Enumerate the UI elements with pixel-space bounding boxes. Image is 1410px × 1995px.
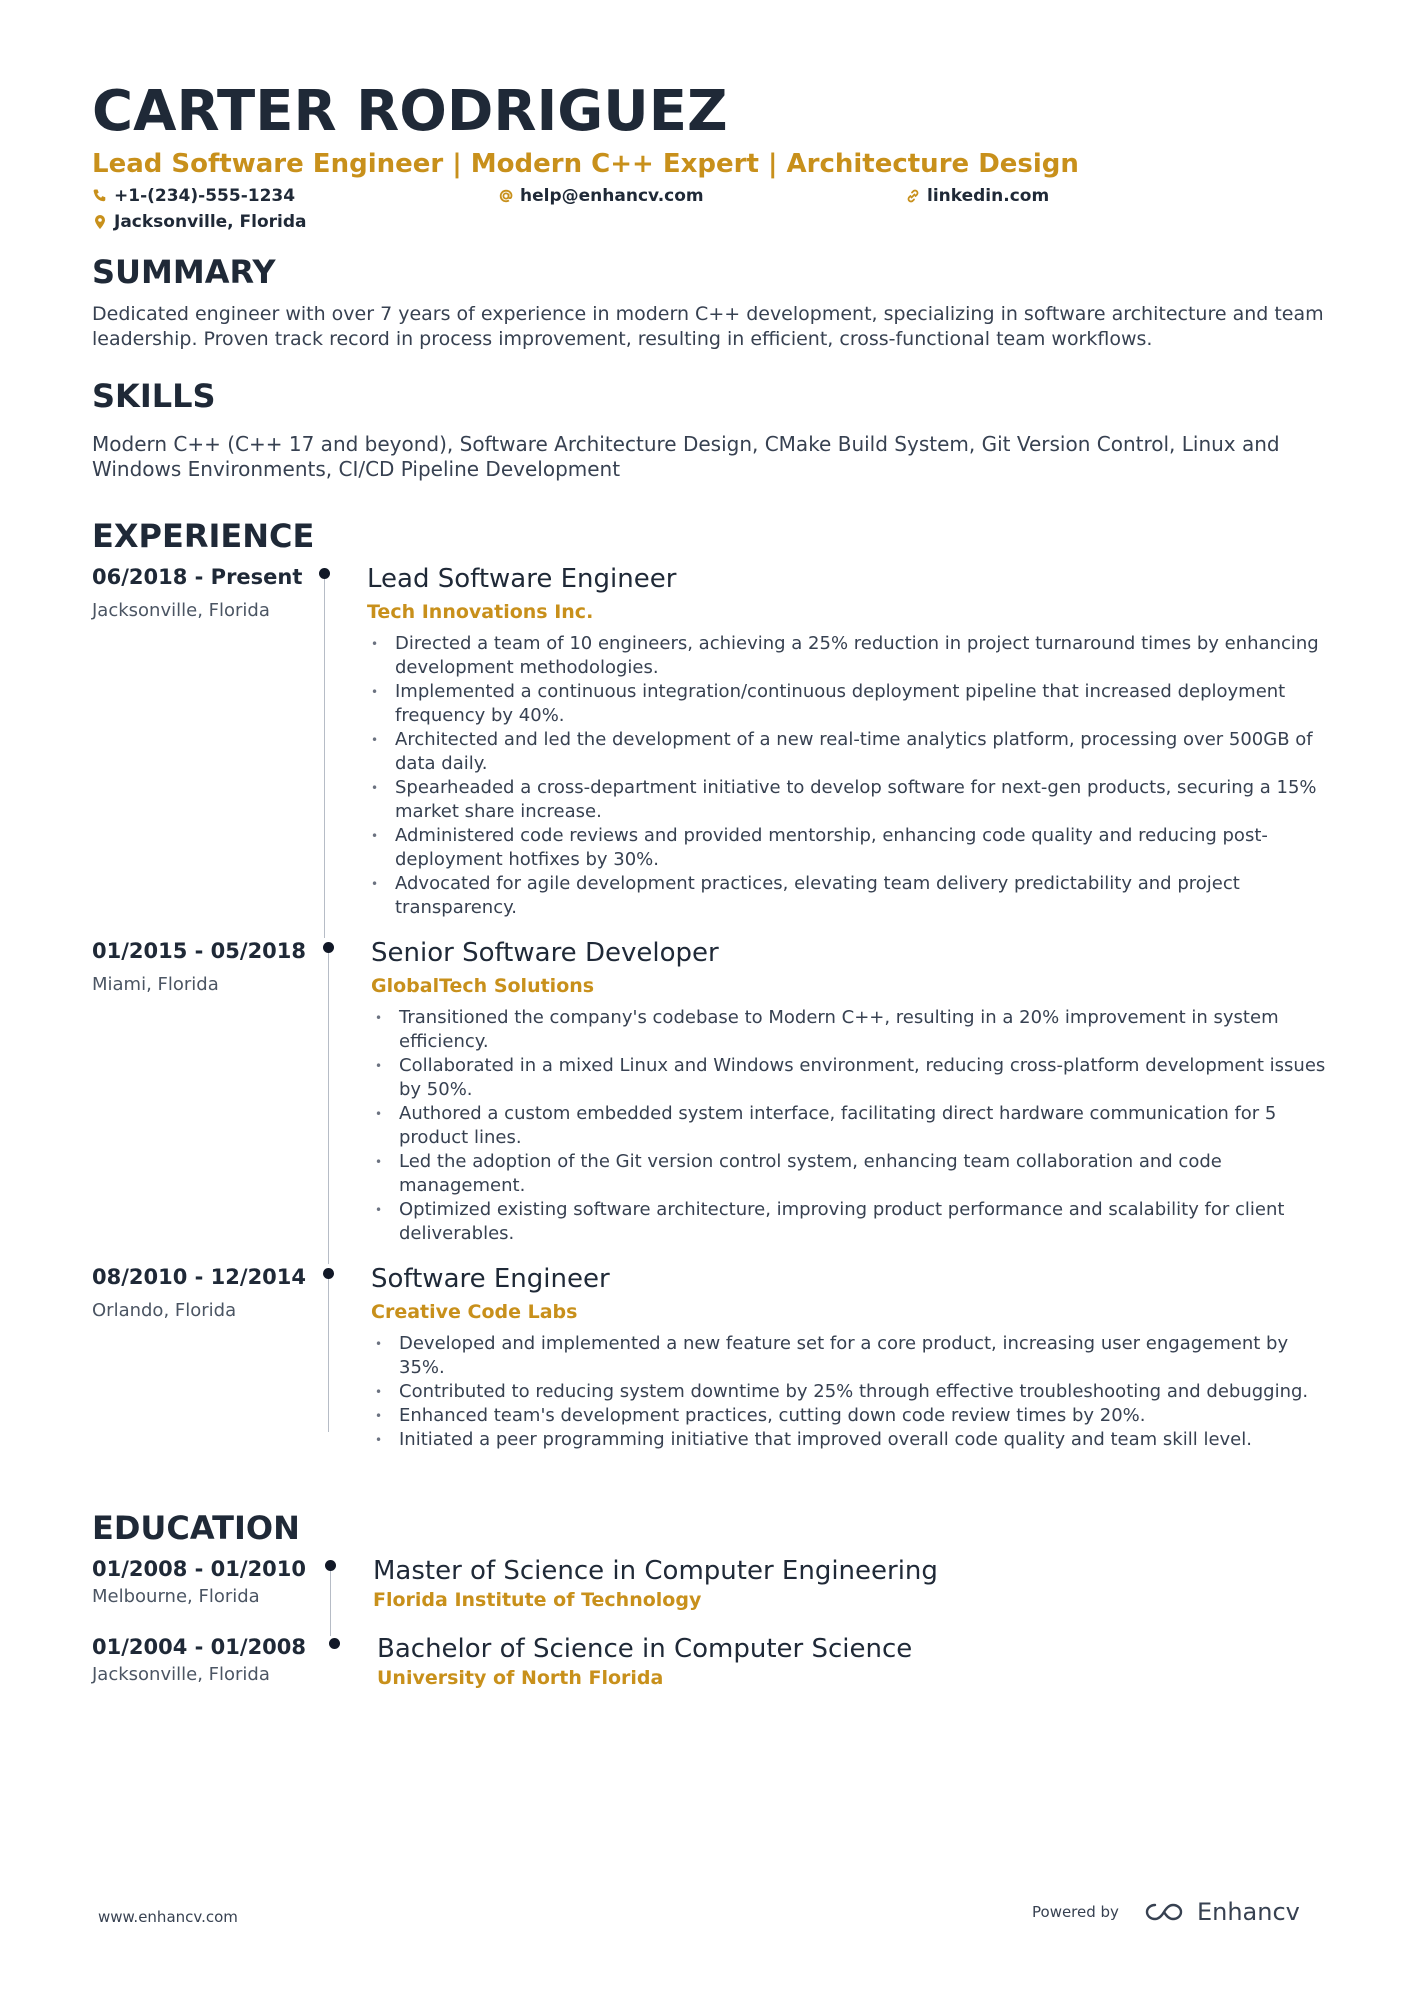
achievement-item: • Implemented a continuous integration/continuous deployment pipeline that increased deployment frequency by 40%. [367, 680, 1327, 728]
school-name: Florida Institute of Technology [373, 1589, 702, 1611]
achievement-list [371, 1332, 1331, 1452]
achievement-item: • Spearheaded a cross-department initiative to develop software for next-gen products, securing a 15% market share increase. [367, 776, 1327, 824]
linkedin-link[interactable]: linkedin.com [927, 186, 1050, 206]
achievement-list [367, 632, 1327, 920]
resume-header [92, 80, 1332, 234]
experience-title: EXPERIENCE [92, 517, 315, 555]
achievement-item: • Contributed to reducing system downtime by 25% through effective troubleshooting and debugging. [371, 1380, 1331, 1404]
education-location: Jacksonville, Florida [92, 1664, 270, 1685]
achievement-item: • Developed and implemented a new feature set for a core product, increasing user engagement by 35%. [371, 1332, 1331, 1380]
experience-details [371, 936, 1331, 1246]
contact-email[interactable] [498, 186, 704, 206]
company-name: Creative Code Labs [371, 1301, 578, 1323]
achievement-list [371, 1006, 1331, 1246]
degree-title: Bachelor of Science in Computer Science [377, 1634, 913, 1664]
timeline-dot [323, 942, 334, 953]
timeline-dot [319, 568, 330, 579]
achievement-item: • Optimized existing software architecture, improving product performance and scalability for client deliverables. [371, 1198, 1331, 1246]
experience-meta [92, 562, 322, 621]
education-title: EDUCATION [92, 1509, 300, 1547]
education-details [373, 1554, 1333, 1614]
education-location: Melbourne, Florida [92, 1586, 260, 1607]
timeline-line [328, 1268, 329, 1432]
brand-name: Enhancv [1196, 1898, 1300, 1926]
achievement-item: • Enhanced team's development practices, cutting down code review times by 20%. [371, 1404, 1331, 1428]
contact-phone [92, 186, 295, 206]
footer-branding [1032, 1898, 1300, 1926]
experience-location: Miami, Florida [92, 974, 219, 995]
enhancv-logo-icon [1143, 1901, 1189, 1923]
education-meta [92, 1632, 322, 1685]
education-dates: 01/2004 - 01/2008 [92, 1635, 307, 1659]
skills-text: Modern C++ (C++ 17 and beyond), Software Architecture Design, CMake Build System, Git Version Control, Linux and Windows Environments, CI/CD Pipeline Development [92, 432, 1280, 481]
phone-icon [92, 188, 108, 204]
contact-linkedin[interactable] [905, 186, 1049, 206]
achievement-item: • Transitioned the company's codebase to Modern C++, resulting in a 20% improvement in system efficiency. [371, 1006, 1331, 1054]
timeline-line [328, 942, 329, 1264]
experience-location: Jacksonville, Florida [92, 600, 270, 621]
experience-details [367, 562, 1327, 920]
contact-info [92, 182, 1332, 234]
skills-title: SKILLS [92, 377, 216, 415]
job-title: Lead Software Engineer [367, 564, 677, 594]
timeline-dot [329, 1638, 340, 1649]
experience-section [92, 516, 1332, 1466]
achievement-item: • Led the adoption of the Git version control system, enhancing team collaboration and code management. [371, 1150, 1331, 1198]
education-section [92, 1508, 1332, 1708]
timeline-dot [325, 1560, 336, 1571]
summary-title: SUMMARY [92, 253, 276, 291]
company-name: GlobalTech Solutions [371, 975, 595, 997]
achievement-item: • Initiated a peer programming initiative that improved overall code quality and team skill level. [371, 1428, 1331, 1452]
achievement-item: • Directed a team of 10 engineers, achieving a 25% reduction in project turnaround times by enhancing development methodologies. [367, 632, 1327, 680]
link-icon [905, 188, 921, 204]
phone-number: +1-(234)-555-1234 [114, 186, 296, 206]
summary-section [92, 252, 1332, 352]
candidate-name: CARTER RODRIGUEZ [92, 79, 728, 144]
footer-website[interactable]: www.enhancv.com [98, 1908, 238, 1926]
experience-details [371, 1262, 1331, 1452]
location-text: Jacksonville, Florida [114, 212, 307, 232]
enhancv-logo[interactable] [1143, 1898, 1300, 1926]
map-pin-icon [92, 214, 108, 230]
achievement-item: • Architected and led the development of a new real-time analytics platform, processing over 500GB of data daily. [367, 728, 1327, 776]
school-name: University of North Florida [377, 1667, 664, 1689]
skills-section [92, 376, 1332, 482]
experience-location: Orlando, Florida [92, 1300, 237, 1321]
education-dates: 01/2008 - 01/2010 [92, 1557, 307, 1581]
job-title: Software Engineer [371, 1264, 610, 1294]
education-details [377, 1632, 1337, 1692]
company-name: Tech Innovations Inc. [367, 601, 594, 623]
achievement-item: • Administered code reviews and provided mentorship, enhancing code quality and reducing post-deployment hotfixes by 30%. [367, 824, 1327, 872]
email-address[interactable]: help@enhancv.com [520, 186, 704, 206]
timeline-dot [323, 1268, 334, 1279]
powered-by-label: Powered by [1032, 1903, 1119, 1921]
degree-title: Master of Science in Computer Engineering [373, 1556, 938, 1586]
experience-dates: 08/2010 - 12/2014 [92, 1265, 307, 1289]
experience-dates: 06/2018 - Present [92, 565, 303, 589]
job-title: Senior Software Developer [371, 938, 719, 968]
timeline-line [324, 568, 325, 938]
headline: Lead Software Engineer | Modern C++ Expert | Architecture Design [92, 149, 1079, 179]
experience-dates: 01/2015 - 05/2018 [92, 939, 307, 963]
achievement-item: • Collaborated in a mixed Linux and Windows environment, reducing cross-platform development issues by 50%. [371, 1054, 1331, 1102]
experience-meta [92, 936, 322, 995]
timeline-line [330, 1560, 331, 1636]
education-meta [92, 1554, 322, 1607]
achievement-item: • Authored a custom embedded system interface, facilitating direct hardware communication for 5 product lines. [371, 1102, 1331, 1150]
achievement-item: • Advocated for agile development practices, elevating team delivery predictability and project transparency. [367, 872, 1327, 920]
at-icon [498, 188, 514, 204]
experience-meta [92, 1262, 322, 1321]
summary-text: Dedicated engineer with over 7 years of experience in modern C++ development, specializing in software architecture and team leadership. Proven track record in process improvement, resulting in efficient, cross-functional team workflows. [92, 303, 1324, 350]
contact-location [92, 212, 307, 232]
